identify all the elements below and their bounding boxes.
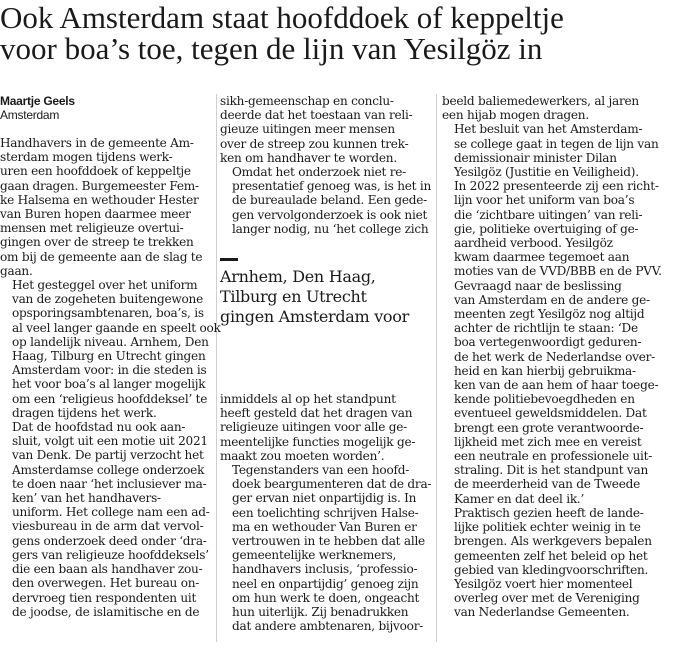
text-line: Tegenstanders van een hoofd- bbox=[232, 463, 410, 478]
text-line: demissionair minister Dilan bbox=[454, 150, 617, 165]
text-line: straling. Dit is het standpunt van bbox=[454, 463, 649, 478]
text-line: al veel langer gaande en speelt ook bbox=[12, 320, 221, 335]
text-line: ken om handhaver te worden. bbox=[220, 150, 397, 165]
text-line: sterdam mogen tijdens werk- bbox=[0, 150, 173, 165]
text-line: een neutrale en professionele uit- bbox=[454, 449, 653, 464]
text-line: gieuze uitingen meer mensen bbox=[220, 122, 395, 137]
body-paragraph bbox=[220, 94, 426, 165]
text-line: gingen over de streep te trekken bbox=[0, 235, 194, 250]
text-line: die een baan als handhaver zou- bbox=[12, 562, 203, 577]
text-line: sluit, volgt uit een motie uit 2021 bbox=[12, 434, 208, 449]
text-line: een hijab mogen dragen. bbox=[442, 108, 589, 123]
text-line: handhavers inclusis, ‘professio- bbox=[232, 562, 418, 577]
text-line: Amsterdam voor: in die steden is bbox=[12, 363, 207, 378]
text-line: lijke politiek echter weinig in te bbox=[454, 520, 641, 535]
text-line: meenten zegt Yesilgöz nog altijd bbox=[454, 307, 645, 322]
text-line: Tilburg en Utrecht bbox=[220, 287, 367, 306]
column-divider bbox=[436, 94, 437, 642]
text-line: op landelijk niveau. Arnhem, Den bbox=[12, 334, 209, 349]
text-line: meentelijke functies mogelijk ge- bbox=[220, 434, 416, 449]
text-line: doek beargumenteren dat de dra- bbox=[232, 477, 432, 492]
text-line: ma en wethouder Van Buren er bbox=[232, 519, 417, 534]
text-line: Handhavers in de gemeente Am- bbox=[0, 136, 194, 150]
text-line: Gevraagd naar de beslissing bbox=[454, 278, 622, 293]
body-paragraph bbox=[220, 392, 426, 463]
text-line: Kamer en dat deel ik.’ bbox=[454, 491, 585, 506]
text-line: gingen Amsterdam voor bbox=[220, 307, 409, 326]
text-line: beeld baliemedewerkers, al jaren bbox=[442, 94, 639, 108]
pull-quote-text bbox=[220, 267, 426, 327]
text-line: gen vervolgonderzoek is ook niet bbox=[232, 207, 428, 222]
text-line: ken van de aan hem of haar toege- bbox=[454, 378, 659, 393]
body-paragraph bbox=[220, 463, 432, 634]
text-line: sikh-gemeenschap en conclu- bbox=[220, 94, 394, 108]
text-line: ger ervan niet onpartijdig is. In bbox=[232, 491, 417, 506]
text-line: achter de richtlijn te staan: ‘De bbox=[454, 321, 638, 336]
headline-line: Ook Amsterdam staat hoofddoek of keppeltje bbox=[0, 0, 564, 35]
text-line: van Amsterdam en de andere ge- bbox=[454, 292, 650, 307]
text-line: gaan dragen. Burgemeester Fem- bbox=[0, 178, 199, 193]
text-line: religieuze uitingen voor alle ge- bbox=[220, 420, 408, 435]
text-line: ken’ van het handhavers- bbox=[12, 491, 161, 506]
text-line: dragen tijdens het werk. bbox=[12, 405, 157, 420]
text-line: Arnhem, Den Haag, bbox=[220, 267, 376, 286]
text-line: langer nodig, nu ‘het college zich bbox=[232, 221, 429, 236]
text-line: aardheid verbood. Yesilgöz bbox=[454, 236, 613, 251]
text-line: brengen. Als werkgevers bepalen bbox=[454, 534, 652, 549]
article-column-1 bbox=[0, 94, 221, 619]
text-line: Praktisch gezien heeft de lande- bbox=[454, 505, 644, 520]
text-line: om hun werk te doen, ongeacht bbox=[232, 590, 420, 605]
pull-quote bbox=[220, 258, 426, 327]
text-line: boa vertegenwoordigt geduren- bbox=[454, 335, 642, 350]
text-line: gemeentelijke werknemers, bbox=[232, 548, 397, 563]
text-line: die ‘zichtbare uitingen’ van reli- bbox=[454, 207, 643, 222]
text-line: gemeenten zelf het beleid op het bbox=[454, 548, 648, 563]
text-line: den overwegen. Het bureau on- bbox=[12, 576, 200, 591]
text-line: eventueel geweldsmiddelen. Dat bbox=[454, 406, 647, 421]
text-line: neel en onpartijdig’ genoeg zijn bbox=[232, 576, 419, 591]
text-line: kwam daarmee tegemoet aan bbox=[454, 250, 630, 265]
text-line: om een ‘religieus hoofddeksel’ te bbox=[12, 391, 208, 406]
text-line: Het gesteggel over het uniform bbox=[12, 278, 198, 293]
body-paragraph bbox=[442, 122, 662, 278]
article-column-2-continued bbox=[220, 392, 432, 634]
text-line: Het besluit van het Amsterdam- bbox=[454, 122, 643, 137]
body-paragraph bbox=[0, 278, 221, 420]
text-line: heid en kan hierbij gebruikma- bbox=[454, 363, 636, 378]
text-line: ke Halsema en wethouder Hester bbox=[0, 192, 199, 207]
body-paragraph bbox=[0, 420, 214, 619]
text-line: dervroeg tien respondenten uit bbox=[12, 590, 197, 605]
text-line: gie, politieke overtuiging of ge- bbox=[454, 221, 639, 236]
text-line: gens onderzoek deed onder ‘dra- bbox=[12, 533, 207, 548]
text-line: inmiddels al op het standpunt bbox=[220, 392, 396, 406]
text-line: een toelichting schrijven Halse- bbox=[232, 505, 419, 520]
column-divider bbox=[216, 94, 217, 642]
text-line: Amsterdamse college onderzoek bbox=[12, 462, 205, 477]
text-line: maakt zou moeten worden’. bbox=[220, 448, 385, 463]
text-line: vertrouwen in te hebben dat alle bbox=[232, 534, 425, 549]
text-line: Haag, Tilburg en Utrecht gingen bbox=[12, 349, 206, 364]
text-line: lijn voor het uniform van boa’s bbox=[454, 193, 635, 208]
text-line: deerde dat het toestaan van reli- bbox=[220, 108, 413, 123]
text-line: gaan. bbox=[0, 263, 33, 278]
article-headline bbox=[0, 2, 684, 64]
text-line: uniform. Het college nam een ad- bbox=[12, 505, 210, 520]
headline-line: voor boa’s toe, tegen de lijn van Yesilgöz in bbox=[0, 31, 543, 66]
text-line: om bij de gemeente aan de slag te bbox=[0, 249, 203, 264]
text-line: de bureaulade beland. Een gede- bbox=[232, 193, 427, 208]
text-line: Dat de hoofdstad nu ook aan- bbox=[12, 420, 186, 435]
text-line: overleg over met de Vereniging bbox=[454, 591, 640, 606]
text-line: Omdat het onderzoek niet re- bbox=[232, 165, 406, 180]
text-line: van de zogeheten buitengewone bbox=[12, 292, 203, 307]
text-line: Yesilgöz (Justitie en Veiligheid). bbox=[454, 165, 639, 180]
body-paragraph bbox=[442, 506, 662, 620]
text-line: gebied van kledingvoorschriften. bbox=[454, 562, 649, 577]
text-line: dat andere ambtenaren, bijvoor- bbox=[232, 619, 424, 634]
text-line: de joodse, de islamitische en de bbox=[12, 604, 200, 619]
text-line: presentatief genoeg was, is het in bbox=[232, 179, 432, 194]
byline-place: Amsterdam bbox=[0, 108, 60, 122]
text-line: moties van de VVD/BBB en de PVV. bbox=[454, 264, 662, 279]
body-paragraph bbox=[220, 165, 432, 236]
article-column-2 bbox=[220, 94, 432, 236]
text-line: opsporingsambtenaren, boa’s, is bbox=[12, 306, 204, 321]
text-line: viesbureau in de arm dat vervol- bbox=[12, 519, 204, 534]
text-line: se college gaat in tegen de lijn van bbox=[454, 136, 659, 151]
text-line: kende politiebevoegdheden en bbox=[454, 392, 635, 407]
text-line: van Buren hopen daarmee meer bbox=[0, 207, 191, 222]
text-line: de het werk de Nederlandse over- bbox=[454, 349, 655, 364]
intro-paragraph bbox=[0, 136, 214, 278]
text-line: mensen met religieuze overtui- bbox=[0, 221, 184, 236]
text-line: het voor boa’s al langer mogelijk bbox=[12, 377, 206, 392]
body-paragraph bbox=[442, 279, 662, 506]
text-line: te doen naar ‘het inclusiever ma- bbox=[12, 476, 207, 491]
text-line: de meerderheid van de Tweede bbox=[454, 477, 641, 492]
text-line: heeft gesteld dat het dragen van bbox=[220, 406, 413, 421]
text-line: hun uiterlijk. Zij benadrukken bbox=[232, 605, 409, 620]
article-column-3 bbox=[442, 94, 662, 620]
pull-quote-bar bbox=[220, 258, 238, 261]
text-line: Yesilgöz voert hier momenteel bbox=[454, 576, 633, 591]
text-line: van Nederlandse Gemeenten. bbox=[454, 605, 630, 620]
text-line: gers van religieuze hoofddeksels’ bbox=[12, 547, 209, 562]
text-line: brengt een grote verantwoorde- bbox=[454, 420, 644, 435]
byline-author: Maartje Geels bbox=[0, 94, 75, 108]
text-line: over de streep zou kunnen trek- bbox=[220, 136, 409, 151]
text-line: lijkheid met zich mee en vereist bbox=[454, 434, 642, 449]
text-line: In 2022 presenteerde zij een richt- bbox=[454, 179, 659, 194]
text-line: uren een hoofddoek of keppeltje bbox=[0, 164, 191, 179]
body-paragraph bbox=[442, 94, 662, 122]
text-line: van Denk. De partij verzocht het bbox=[12, 448, 204, 463]
